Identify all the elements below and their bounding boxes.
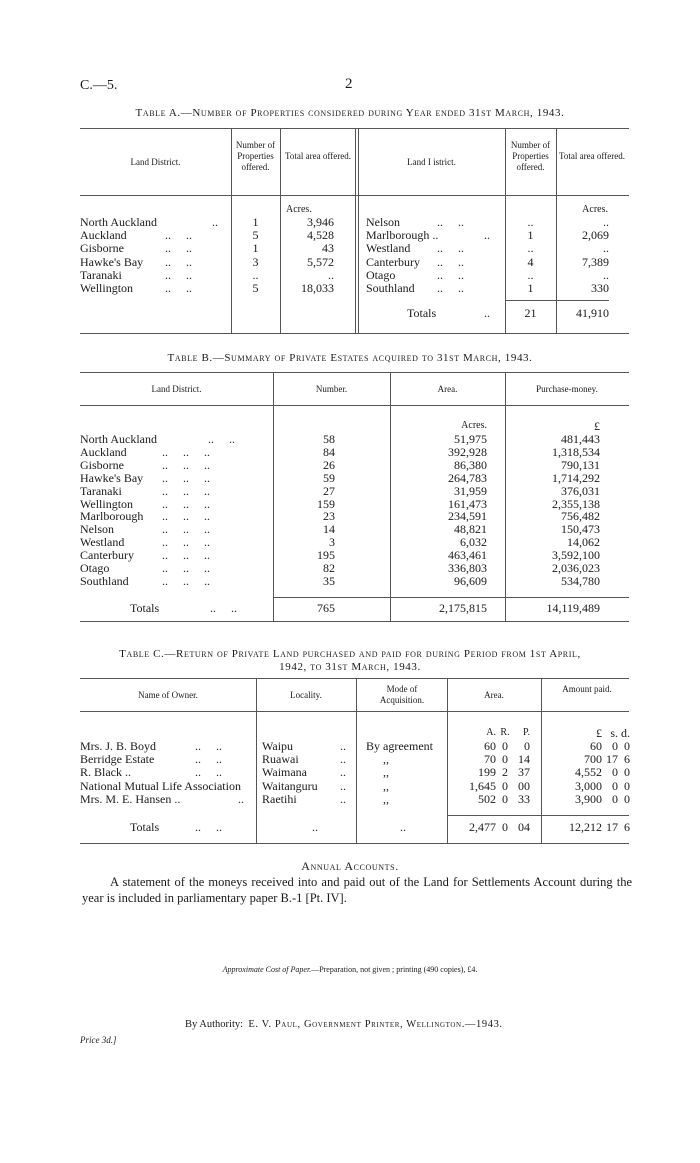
table-a-area: ..: [328, 267, 334, 282]
table-c-mode: ,,: [383, 791, 389, 806]
table-a-totals-dots: ..: [484, 306, 490, 320]
table-b-area: 234,591: [448, 509, 487, 524]
table-c-title-line2: 1942, to 31st March, 1943.: [279, 661, 421, 673]
table-a-district: Marlborough ..: [366, 228, 439, 243]
table-c-col-owner: Name of Owner.: [138, 690, 198, 700]
table-a-dots: .. ..: [165, 281, 192, 295]
table-c-mode: ,,: [383, 778, 389, 793]
table-b-number: 159: [317, 496, 335, 511]
table-c-divider: [541, 678, 542, 843]
table-b-total-rule: [273, 597, 629, 598]
acres-label: Acres.: [582, 204, 608, 215]
table-c-amount-s: 0: [612, 765, 618, 780]
table-a-area: 7,389: [582, 254, 609, 269]
table-a-dots: .. ..: [437, 215, 464, 229]
table-b-money: 376,031: [561, 483, 600, 498]
table-a-dots: ..: [212, 215, 218, 229]
table-a-district: Canterbury: [366, 254, 420, 269]
table-c-amount-l: 4,552: [575, 765, 602, 780]
table-a-dots: .. ..: [437, 254, 464, 269]
table-b-top-rule: [80, 372, 629, 373]
table-b-money: 2,036,023: [552, 561, 600, 575]
table-b-dots: .. .. ..: [162, 548, 210, 563]
table-a-title: Table A.—Number of Properties considered during Year ended 31st March, 1943.: [135, 107, 565, 119]
table-b-dots: .. .. ..: [162, 522, 210, 537]
table-a-dots: .. ..: [437, 267, 464, 282]
table-b-area: 392,928: [448, 444, 487, 459]
table-c-top-rule: [80, 678, 629, 679]
table-a-col-land-district-2: Land I istrict.: [407, 157, 456, 167]
table-b-district: Nelson: [80, 522, 114, 537]
table-a-district: Westland: [366, 241, 411, 256]
table-a-area: 18,033: [301, 281, 334, 295]
table-c-totals-locality: ..: [312, 820, 318, 834]
table-c-amount-s: 0: [612, 791, 618, 806]
table-a-col-area-2: Total area offered.: [559, 151, 625, 161]
table-c-owner: Berridge Estate: [80, 752, 155, 767]
table-c-ldots: ..: [340, 778, 346, 793]
table-b-number: 82: [323, 561, 335, 575]
table-a-bottom-rule: [80, 333, 629, 334]
table-b-divider: [390, 372, 391, 621]
table-c-mode: ,,: [383, 752, 389, 767]
table-b-district: Westland: [80, 535, 125, 550]
table-b-area: 463,461: [448, 548, 487, 563]
table-b-district: Canterbury: [80, 548, 134, 563]
annual-accounts-heading: Annual Accounts.: [301, 859, 399, 873]
table-a-number: ..: [252, 267, 259, 282]
table-a-total-number: 21: [524, 306, 537, 320]
table-c-title-line1: Table C.—Return of Private Land purchased and paid for during Period from 1st April,: [119, 648, 581, 660]
table-c-mode: By agreement: [366, 739, 433, 753]
table-c-totals-dots: .. ..: [195, 820, 222, 834]
table-b-district: Southland: [80, 573, 129, 588]
cost-note-rest: —Preparation, not given ; printing (490 copies), £4.: [311, 965, 478, 974]
table-b-area: 86,380: [454, 457, 487, 472]
table-b-money: 150,473: [561, 522, 600, 537]
table-a-col-area: Total area offered.: [285, 151, 351, 161]
table-b-area: 51,975: [454, 432, 487, 446]
authority-pre: By Authority:: [185, 1019, 244, 1030]
table-c-amount-d: 0: [624, 765, 630, 780]
table-c-col-amount: Amount paid.: [562, 684, 612, 694]
table-b-district: Hawke's Bay: [80, 470, 144, 485]
table-c-amount-s: 0: [612, 739, 618, 753]
table-a-number: 1: [252, 241, 259, 256]
table-a-divider: [280, 128, 281, 333]
table-a-dots: .. ..: [165, 254, 192, 269]
table-a-area: ..: [603, 215, 609, 229]
table-b-col-area: Area.: [437, 384, 458, 394]
table-a-district: Nelson: [366, 215, 400, 229]
table-a-number: 3: [252, 254, 259, 269]
table-b-area: 48,821: [454, 522, 487, 537]
annual-accounts-body: A statement of the moneys received into and paid out of the Land for Settlements Account during the year is included in parliamentary paper B.-1 [Pt. IV].: [82, 875, 632, 905]
table-b-area: 161,473: [448, 496, 487, 511]
table-a-area: 3,946: [307, 215, 334, 229]
table-c-area-r: 0: [502, 791, 508, 806]
table-c-total-l: 12,212: [569, 820, 602, 834]
table-b-total-money: 14,119,489: [546, 601, 600, 615]
area-unit-p: P.: [523, 727, 530, 738]
table-c-divider: [447, 678, 448, 843]
table-b-dots: .. .. ..: [162, 561, 210, 575]
area-unit-a: A.: [486, 727, 496, 738]
table-b-district: Gisborne: [80, 457, 124, 472]
table-a-dots: .. ..: [165, 241, 192, 256]
table-c-amount-d: 0: [624, 739, 630, 753]
table-c-locality: Waitanguru: [262, 778, 318, 793]
table-c-area-p: 0: [524, 739, 530, 753]
table-b-bottom-rule: [80, 621, 629, 622]
table-a-area: ..: [603, 241, 609, 256]
table-b-header-rule: [80, 405, 629, 406]
table-a-district: Auckland: [80, 228, 127, 243]
table-b-title: Table B.—Summary of Private Estates acquired to 31st March, 1943.: [167, 352, 533, 364]
table-c-area-r: 0: [502, 752, 508, 767]
table-c-ldots: ..: [340, 765, 346, 780]
table-b-money: 1,714,292: [552, 470, 600, 485]
table-b-money: 1,318,534: [552, 444, 600, 459]
table-c-total-s: 17: [606, 820, 618, 834]
table-b-number: 27: [323, 483, 335, 498]
table-c-total-a: 2,477: [469, 820, 496, 834]
table-a-district: Southland: [366, 281, 415, 295]
table-b-number: 26: [323, 457, 335, 472]
table-b-number: 59: [323, 470, 335, 485]
table-b-number: 58: [323, 432, 335, 446]
table-a-col-number: Number of Properties offered.: [235, 140, 276, 172]
table-c-totals-label: Totals: [130, 820, 160, 834]
table-a-dots: .. ..: [437, 241, 464, 256]
table-b-col-number: Number.: [315, 384, 348, 394]
cost-note: [0, 965, 700, 974]
acres-label: Acres.: [286, 204, 312, 215]
table-c-divider: [256, 678, 257, 843]
table-c-area-r: 0: [502, 739, 508, 753]
table-b-dots: .. .. ..: [162, 496, 210, 511]
table-c-total-p: 04: [518, 820, 530, 834]
table-a-area: 5,572: [307, 254, 334, 269]
table-c-owner: R. Black ..: [80, 765, 131, 780]
area-unit-r: R.: [500, 727, 510, 738]
table-a-number: 4: [527, 254, 534, 269]
table-a-number: 5: [252, 228, 259, 243]
table-c-dots: .. ..: [195, 752, 222, 767]
table-a-total-area: 41,910: [576, 306, 609, 320]
table-b-dots: .. .. ..: [162, 483, 210, 498]
table-a-totals-label: Totals: [407, 306, 437, 320]
table-c-total-rule: [447, 815, 629, 816]
table-b-dots: .. .. ..: [162, 535, 210, 550]
table-c-locality: Ruawai: [262, 752, 299, 767]
table-a-area: 43: [322, 241, 334, 256]
table-b-col-land-district: Land District.: [151, 384, 202, 394]
price-note: Price 3d.]: [80, 1035, 117, 1045]
table-c-area-p: 00: [518, 778, 530, 793]
table-a-district: Taranaki: [80, 267, 122, 282]
money-unit-d: d.: [621, 726, 630, 740]
table-c-area-r: 0: [502, 778, 508, 793]
table-b-area: 264,783: [448, 470, 487, 485]
table-c-ldots: ..: [340, 739, 346, 753]
document-code: C.—5.: [80, 78, 118, 93]
table-b-total-area: 2,175,815: [439, 601, 487, 615]
table-b-totals-dots: .. ..: [210, 601, 237, 615]
table-c-bottom-rule: [80, 843, 629, 844]
table-a-number: 5: [252, 281, 259, 295]
table-c-area-p: 33: [518, 791, 530, 806]
table-c-owner: Mrs. J. B. Boyd: [80, 739, 157, 753]
table-a-district: Hawke's Bay: [80, 254, 144, 269]
table-c-totals-mode: ..: [400, 820, 406, 834]
table-c-area-a: 1,645: [469, 778, 496, 793]
acres-label: Acres.: [461, 420, 487, 431]
table-a-district: Otago: [366, 267, 396, 282]
table-b-col-purchase-money: Purchase-money.: [536, 384, 598, 394]
table-b-district: Otago: [80, 561, 110, 575]
table-b-dots: .. .. ..: [162, 509, 210, 524]
table-b-number: 35: [323, 573, 335, 588]
table-b-dots: .. .. ..: [162, 444, 210, 459]
table-b-district: Wellington: [80, 496, 134, 511]
table-c-col-mode: Mode of Acquisition.: [379, 684, 425, 705]
money-unit-l: £: [596, 726, 602, 740]
table-a-number: 1: [527, 281, 534, 295]
table-c-amount-l: 3,900: [575, 791, 602, 806]
table-c-amount-s: 17: [606, 752, 618, 767]
table-a-dots: .. ..: [165, 228, 192, 243]
table-a-number: ..: [527, 215, 534, 229]
table-c-locality: Waipu: [262, 739, 294, 753]
table-c-divider: [356, 678, 357, 843]
table-a-col-number-2: Number of Properties offered.: [510, 140, 551, 172]
table-a-number: ..: [527, 241, 534, 256]
table-b-money: 756,482: [561, 509, 600, 524]
table-c-amount-d: 6: [624, 752, 630, 767]
table-a-number: ..: [527, 267, 534, 282]
table-a-number: 1: [252, 215, 259, 229]
table-c-area-p: 14: [518, 752, 530, 767]
table-c-owner: National Mutual Life Association: [80, 778, 241, 793]
table-b-divider: [505, 372, 506, 621]
table-c-area-a: 70: [484, 752, 496, 767]
table-b-district: Marlborough: [80, 509, 144, 524]
pound-label: £: [594, 419, 600, 433]
table-c-header-rule: [80, 711, 629, 712]
table-c-total-r: 0: [502, 820, 508, 834]
table-b-money: 534,780: [561, 573, 600, 588]
table-a-area: 2,069: [582, 228, 609, 243]
table-b-dots: .. ..: [208, 432, 235, 446]
table-a-col-land-district: Land District.: [130, 157, 181, 167]
table-b-number: 84: [323, 444, 335, 459]
table-a-dots: .. ..: [165, 267, 192, 282]
table-c-owner: Mrs. M. E. Hansen ..: [80, 791, 181, 806]
table-c-area-a: 60: [484, 739, 496, 753]
table-b-district: North Auckland: [80, 432, 157, 446]
table-b-number: 23: [323, 509, 335, 524]
table-c-dots: .. ..: [195, 765, 222, 780]
table-c-col-locality: Locality.: [290, 690, 322, 700]
table-a-divider: [556, 128, 557, 333]
table-b-total-number: 765: [317, 601, 335, 615]
table-a-area: 330: [591, 281, 609, 295]
table-b-money: 790,131: [561, 457, 600, 472]
cost-note-italic: Approximate Cost of Paper.: [222, 965, 312, 974]
table-a-district: Gisborne: [80, 241, 124, 256]
table-b-district: Taranaki: [80, 483, 122, 498]
table-c-dots: .. ..: [195, 739, 222, 753]
table-a-area: 4,528: [307, 228, 334, 243]
table-c-amount-d: 0: [624, 778, 630, 793]
table-c-col-area: Area.: [484, 690, 504, 700]
table-b-area: 6,032: [460, 535, 487, 550]
page-number: 2: [345, 76, 353, 92]
table-a-district: Wellington: [80, 281, 134, 295]
table-b-number: 195: [317, 548, 335, 563]
table-b-dots: .. .. ..: [162, 470, 210, 485]
table-a-dots: ..: [484, 228, 490, 243]
table-c-amount-l: 60: [590, 739, 602, 753]
table-c-total-d: 6: [624, 820, 630, 834]
table-a-area: ..: [603, 267, 609, 282]
table-a-dots: .. ..: [437, 281, 464, 295]
table-b-number: 3: [329, 535, 335, 550]
table-c-area-p: 37: [518, 765, 530, 780]
table-c-locality: Raetihi: [262, 791, 297, 806]
table-c-amount-s: 0: [612, 778, 618, 793]
table-c-area-a: 199: [478, 765, 496, 780]
table-a-number: 1: [527, 228, 534, 243]
table-a-divider: [355, 128, 356, 333]
table-c-mode: ,,: [383, 765, 389, 780]
table-c-area-a: 502: [478, 791, 496, 806]
table-c-amount-l: 3,000: [575, 778, 602, 793]
table-a-district: North Auckland: [80, 215, 157, 229]
table-a-total-rule: [505, 300, 609, 301]
table-b-area: 336,803: [448, 561, 487, 575]
table-c-amount-d: 0: [624, 791, 630, 806]
money-unit-s: s.: [610, 726, 618, 740]
table-c-area-r: 2: [502, 765, 508, 780]
table-b-number: 14: [323, 522, 335, 537]
table-b-area: 31,959: [454, 483, 487, 498]
table-b-money: 2,355,138: [552, 496, 600, 511]
table-b-area: 96,609: [454, 573, 487, 588]
table-c-locality: Waimana: [262, 765, 308, 780]
table-b-divider: [273, 372, 274, 621]
table-b-dots: .. .. ..: [162, 457, 210, 472]
table-c-dots: ..: [238, 791, 244, 806]
table-c-amount-l: 700: [584, 752, 602, 767]
table-b-money: 3,592,100: [552, 548, 600, 563]
authority-rest: E. V. Paul, Government Printer, Wellington.—1943.: [248, 1019, 503, 1030]
table-b-district: Auckland: [80, 444, 127, 459]
table-b-dots: .. .. ..: [162, 573, 210, 588]
table-b-money: 14,062: [567, 535, 600, 550]
authority-line: [185, 1019, 503, 1030]
table-c-ldots: ..: [340, 791, 346, 806]
table-c-ldots: ..: [340, 752, 346, 767]
table-b-money: 481,443: [561, 432, 600, 446]
table-b-totals-label: Totals: [130, 601, 160, 615]
